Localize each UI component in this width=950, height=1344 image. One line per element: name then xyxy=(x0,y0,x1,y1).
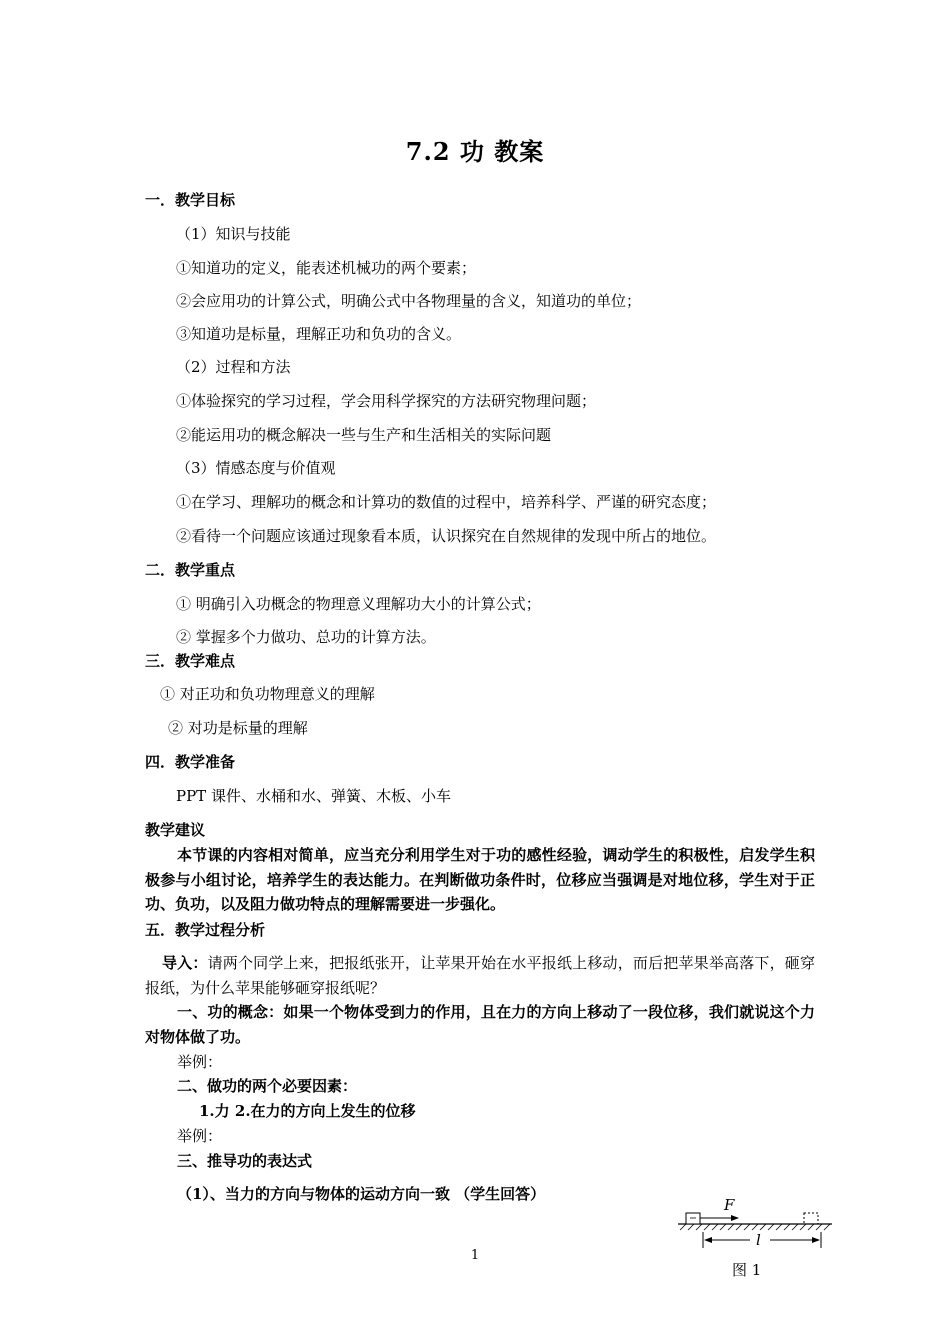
force-label: F xyxy=(724,1196,735,1214)
goals-item: ②能运用功的概念解决一些与生产和生活相关的实际问题 xyxy=(176,426,552,444)
goals-item: ②看待一个问题应该通过现象看本质，认识探究在自然规律的发现中所占的地位。 xyxy=(176,527,717,545)
difficulty-item: ① 对正功和负功物理意义的理解 xyxy=(160,685,375,703)
goals-item: ③知道功是标量，理解正功和负功的含义。 xyxy=(176,325,462,343)
goals-subheading-knowledge: （1）知识与技能 xyxy=(176,225,291,243)
section-heading-keypoints: 二．教学重点 xyxy=(145,561,236,579)
goals-item: ①知道功的定义，能表述机械功的两个要素； xyxy=(176,259,477,277)
document-title: 7.2 功 教案 xyxy=(405,137,545,166)
goals-subheading-process: （2）过程和方法 xyxy=(176,358,291,376)
difficulty-item: ② 对功是标量的理解 xyxy=(168,719,308,737)
suggestion-paragraph: 本节课的内容相对简单，应当充分利用学生对于功的感性经验，调动学生的积极性，启发学生积极参与小组讨论，培养学生的表达能力。在判断做功条件时，位移应当强调是对地位移，学生对于正功、负功，以及阻力做功特点的理解需要进一步强化。 xyxy=(145,846,815,913)
page-number: 1 xyxy=(470,1248,480,1263)
displacement-label: l xyxy=(756,1231,761,1249)
factors-text: 1.力 2.在力的方向上发生的位移 xyxy=(199,1102,416,1120)
figure-force-displacement xyxy=(676,1196,836,1286)
intro-label: 导入： xyxy=(162,954,208,972)
section-heading-preparation: 四．教学准备 xyxy=(145,753,236,771)
goals-item: ①在学习、理解功的概念和计算功的数值的过程中，培养科学、严谨的研究态度； xyxy=(176,493,717,511)
derive-heading: 三、推导功的表达式 xyxy=(177,1152,313,1170)
example-label: 举例： xyxy=(177,1053,223,1071)
goals-subheading-attitude: （3）情感态度与价值观 xyxy=(176,459,336,477)
preparation-text: PPT 课件、水桶和水、弹簧、木板、小车 xyxy=(176,787,451,805)
section-heading-suggestion: 教学建议 xyxy=(145,821,206,839)
section-heading-difficulties: 三．教学难点 xyxy=(145,652,236,670)
concept-text: 如果一个物体受到力的作用，且在力的方向上移动了一段位移，我们就说这个力对物体做了功。 xyxy=(145,1003,815,1046)
keypoint-item: ① 明确引入功概念的物理意义理解功大小的计算公式； xyxy=(176,595,541,613)
intro-paragraph xyxy=(145,951,815,1000)
figure-caption: 图 1 xyxy=(732,1261,762,1279)
intro-text: 请两个同学上来，把报纸张开，让苹果开始在水平报纸上移动，而后把苹果举高落下，砸穿报纸，为什么苹果能够砸穿报纸呢？ xyxy=(145,954,815,997)
section-heading-goals: 一．教学目标 xyxy=(145,191,236,209)
block-end xyxy=(804,1213,818,1224)
keypoint-item: ② 掌握多个力做功、总功的计算方法。 xyxy=(176,628,436,646)
concept-paragraph xyxy=(145,1000,815,1049)
ground-hatching xyxy=(680,1224,830,1230)
goals-item: ①体验探究的学习过程，学会用科学探究的方法研究物理问题； xyxy=(176,392,597,410)
factors-heading: 二、做功的两个必要因素： xyxy=(177,1077,358,1095)
section-heading-process: 五．教学过程分析 xyxy=(145,921,266,939)
case1-text: （1）、当力的方向与物体的运动方向一致 （学生回答） xyxy=(177,1185,546,1203)
concept-label: 一、功的概念： xyxy=(177,1003,284,1021)
block-start xyxy=(686,1213,700,1224)
goals-item: ②会应用功的计算公式，明确公式中各物理量的含义，知道功的单位； xyxy=(176,292,642,310)
example-label: 举例： xyxy=(177,1127,223,1145)
